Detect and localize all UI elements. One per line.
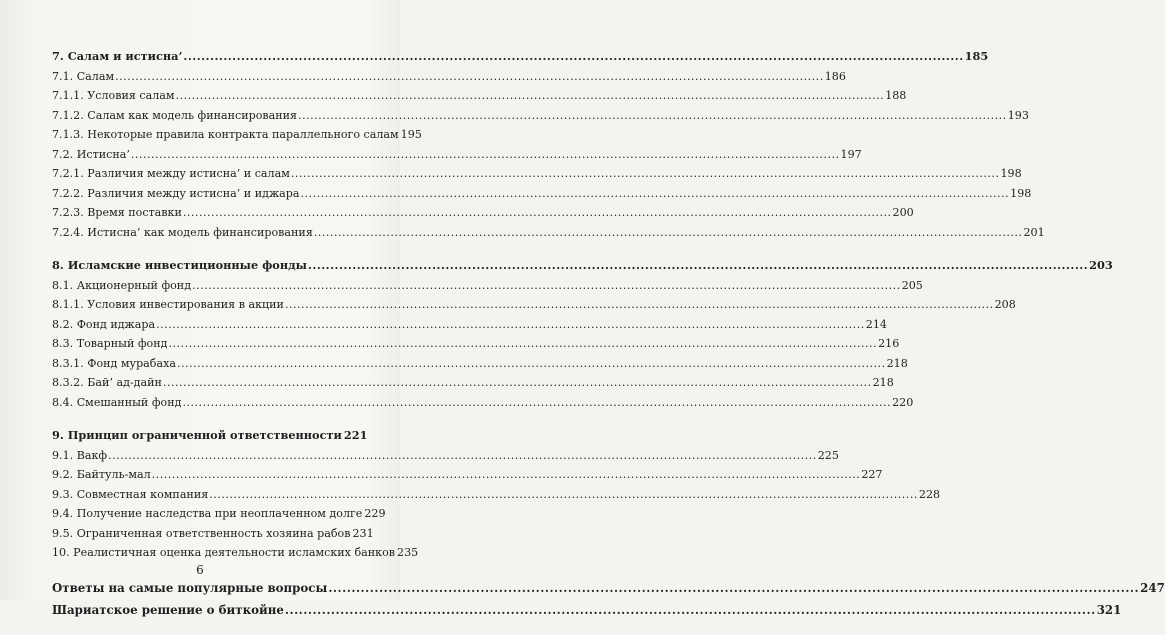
toc-entry-label: 7.2.3. Время поставки xyxy=(52,206,182,219)
toc-entry xyxy=(52,577,1165,599)
toc-leader-dots xyxy=(108,446,817,466)
toc-entry xyxy=(52,393,914,413)
toc-leader-dots xyxy=(182,393,891,413)
toc-leader-dots xyxy=(314,223,1023,243)
toc-entry-label: 8. Исламские инвестиционные фонды xyxy=(52,258,307,272)
toc-entry-page: 197 xyxy=(840,147,862,161)
toc-entry-page: 214 xyxy=(865,317,887,331)
toc-entry xyxy=(52,256,1113,276)
toc-entry xyxy=(52,334,900,354)
toc-section-8 xyxy=(52,256,1113,412)
toc-entry xyxy=(52,276,923,296)
toc-entry xyxy=(52,47,989,67)
toc-entry-page: 220 xyxy=(892,395,914,409)
toc-entry-label: 7.2. Истисна’ xyxy=(52,147,130,161)
toc-leader-dots xyxy=(163,373,872,393)
toc-entry xyxy=(52,223,1045,243)
toc-entry-page: 203 xyxy=(1089,258,1113,272)
toc-leader-dots xyxy=(115,67,824,87)
toc-entry xyxy=(52,86,907,106)
toc-entry-page: 235 xyxy=(397,546,419,559)
toc-section-9 xyxy=(52,426,941,563)
toc-entry-page: 185 xyxy=(964,49,989,63)
toc-entry-label: 7.1. Салам xyxy=(52,69,115,83)
toc-entry-page: 228 xyxy=(918,487,941,501)
toc-entry-page: 186 xyxy=(824,69,846,83)
toc-entry-page: 205 xyxy=(901,278,923,292)
toc-entry-label: 9.3. Совместная компания xyxy=(52,487,209,501)
toc-entry-label: 7.2.4. Истисна’ как модель финансирования xyxy=(52,225,313,239)
toc-entry xyxy=(52,125,422,145)
toc-entry xyxy=(52,315,887,335)
toc-entry-page: 247 xyxy=(1140,580,1165,595)
toc-leader-dots xyxy=(298,106,1007,126)
toc-entry-label: 8.3.1. Фонд мурабаха xyxy=(52,356,176,370)
toc-entry-label: 7.2.2. Различия между истисна’ и иджара xyxy=(52,186,300,200)
toc-entry-label: 9.4. Получение наследства при неоплаченном долге xyxy=(52,507,363,520)
toc-leader-dots xyxy=(176,86,885,106)
toc-entry xyxy=(52,295,1016,315)
toc-entry xyxy=(52,373,894,393)
toc-entry-label: 8.3. Товарный фонд xyxy=(52,337,168,350)
toc-entry-label: 7. Салам и истисна’ xyxy=(52,49,183,63)
toc-entry-label: Ответы на самые популярные вопросы xyxy=(52,580,328,595)
toc-entry xyxy=(52,543,419,563)
toc-leader-dots xyxy=(168,334,877,354)
toc-entry-page: 208 xyxy=(994,298,1016,311)
toc-leader-dots xyxy=(156,315,865,335)
toc-entry-label: 8.4. Смешанный фонд xyxy=(52,395,182,409)
toc-entry-page: 225 xyxy=(817,448,839,462)
toc-entry xyxy=(52,145,862,165)
toc-entry-label: 8.1.1. Условия инвестирования в акции xyxy=(52,298,284,311)
toc-entry-page: 321 xyxy=(1096,602,1122,617)
toc-entry xyxy=(52,446,839,466)
toc-entry-page: 188 xyxy=(885,89,907,102)
toc-entry-page: 216 xyxy=(878,337,900,350)
toc-leader-dots xyxy=(308,256,1088,276)
toc-entry xyxy=(52,524,374,544)
toc-entry-page: 193 xyxy=(1007,108,1029,122)
toc-leader-dots xyxy=(152,465,861,485)
toc-leader-dots xyxy=(285,599,1096,621)
toc-leader-dots xyxy=(328,577,1139,599)
toc-entry-label: 8.3.2. Бай’ ад-дайн xyxy=(52,376,162,389)
toc-entry-page: 227 xyxy=(861,468,883,481)
toc-entry xyxy=(52,504,386,524)
toc-entry xyxy=(52,599,1122,621)
page-number: 6 xyxy=(196,563,204,577)
toc-entry-label: 9.5. Ограниченная ответственность хозяина рабов xyxy=(52,526,351,540)
toc-entry xyxy=(52,426,368,446)
toc-entry-label: 7.1.2. Салам как модель финансирования xyxy=(52,108,298,122)
toc-entry xyxy=(52,67,846,87)
toc-entry-label: 9. Принцип ограниченной ответственности xyxy=(52,428,342,442)
toc-entry-label: Шариатское решение о биткойне xyxy=(52,602,284,617)
toc-entry xyxy=(52,485,941,505)
toc-entry xyxy=(52,184,1032,204)
toc-entry-label: 7.2.1. Различия между истисна’ и салам xyxy=(52,167,290,180)
toc-entry-label: 7.1.1. Условия салам xyxy=(52,89,175,102)
toc-leader-dots xyxy=(131,145,840,165)
toc-entry xyxy=(52,164,1022,184)
toc-entry-label: 8.2. Фонд иджара xyxy=(52,317,156,331)
toc-entry-label: 8.1. Акционерный фонд xyxy=(52,278,192,292)
toc-entry-page: 231 xyxy=(352,526,374,540)
toc-entry-label: 7.1.3. Некоторые правила контракта параллельного салам xyxy=(52,128,399,141)
toc-leader-dots xyxy=(300,184,1009,204)
toc-section-7 xyxy=(52,47,1045,242)
toc-entry-page: 198 xyxy=(1000,167,1022,180)
table-of-contents xyxy=(52,47,1165,635)
toc-entry-page: 221 xyxy=(343,428,368,442)
toc-leader-dots xyxy=(285,295,994,315)
toc-entry-page: 198 xyxy=(1010,186,1032,200)
toc-entry-label: 9.1. Вакф xyxy=(52,448,108,462)
toc-leader-dots xyxy=(209,485,918,505)
toc-leader-dots xyxy=(177,354,886,374)
toc-entry-page: 218 xyxy=(872,376,894,389)
toc-entry xyxy=(52,465,883,485)
toc-entry-page: 218 xyxy=(886,356,908,370)
toc-section-appendix xyxy=(52,577,1165,621)
toc-entry xyxy=(52,106,1029,126)
toc-leader-dots xyxy=(183,47,963,67)
toc-entry xyxy=(52,354,908,374)
toc-entry-label: 10. Реалистичная оценка деятельности исламских банков xyxy=(52,546,396,559)
toc-leader-dots xyxy=(192,276,901,296)
toc-entry-page: 195 xyxy=(400,128,422,141)
toc-entry-label: 9.2. Байтуль-мал xyxy=(52,468,151,481)
toc-entry xyxy=(52,203,914,223)
toc-entry-page: 201 xyxy=(1023,225,1045,239)
toc-entry-page: 229 xyxy=(364,507,386,520)
toc-entry-page: 200 xyxy=(892,206,914,219)
toc-leader-dots xyxy=(183,203,892,223)
toc-leader-dots xyxy=(291,164,1000,184)
